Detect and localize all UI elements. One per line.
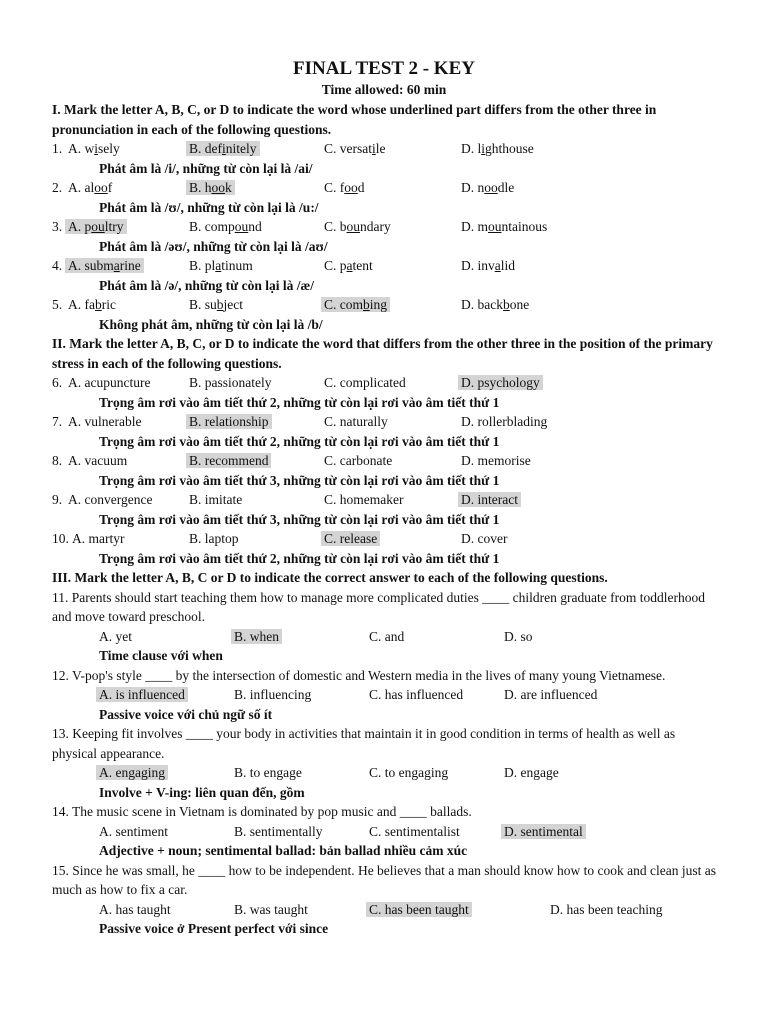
- explanation: Passive voice với chủ ngữ số ít: [99, 706, 273, 722]
- option-text: A. yet: [99, 628, 132, 644]
- underlined-part: oo: [94, 180, 108, 195]
- option-text: C. complicated: [324, 375, 406, 390]
- option-text: D. rollerblading: [461, 414, 548, 429]
- option-text: C. to engaging: [369, 765, 449, 780]
- option-text: D. lighthouse: [461, 141, 534, 156]
- section-3: [52, 568, 716, 939]
- answer-option: [68, 295, 116, 315]
- option-text: A. sentiment: [99, 823, 168, 839]
- underlined-part: ou: [488, 219, 502, 234]
- explanation: Không phát âm, những từ còn lại là /b/: [99, 316, 323, 332]
- option-text: A. acupuncture: [68, 375, 151, 390]
- answer-option: [99, 900, 171, 920]
- question-row: [52, 178, 716, 198]
- option-text: D. engage: [504, 765, 559, 780]
- explanation: Phát âm là /ʊ/, những từ còn lại là /u:/: [99, 199, 319, 215]
- answer-option: [369, 763, 448, 783]
- question-number: 5.: [52, 297, 63, 312]
- answer-option: [504, 627, 533, 647]
- question-number: 6.: [52, 375, 63, 390]
- option-text: A. fabric: [68, 297, 116, 312]
- answer-option: [68, 490, 152, 510]
- answer-option: [324, 139, 386, 159]
- correct-answer: C. release: [321, 531, 380, 546]
- question-number: 2.: [52, 180, 63, 195]
- answer-option: [369, 900, 472, 920]
- question-number: 8.: [52, 453, 63, 468]
- question-row: [52, 217, 716, 237]
- options-row: [52, 763, 716, 783]
- option-text: D. so: [504, 628, 533, 644]
- option-text: A. vulnerable: [68, 414, 142, 429]
- answer-option: [234, 900, 308, 920]
- explanation: Trọng âm rơi vào âm tiết thứ 3, những từ còn lại rơi vào âm tiết thứ 1: [99, 511, 500, 527]
- correct-answer: D. interact: [458, 492, 521, 507]
- option-text: A. martyr: [72, 531, 125, 546]
- answer-option: [504, 685, 597, 705]
- correct-answer: B. recommend: [186, 453, 271, 468]
- answer-option: [68, 256, 144, 276]
- answer-option: [189, 529, 239, 549]
- correct-answer: C. has been taught: [366, 902, 472, 917]
- explanation: Passive voice ở Present perfect với since: [99, 921, 329, 936]
- question-row: [52, 139, 716, 159]
- answer-option: [504, 822, 586, 842]
- section-heading: II. Mark the letter A, B, C, or D to indicate the word that differs from the other three in the position of the primary stress in each of the following questions.: [52, 336, 713, 371]
- option-text: B. sentimentally: [234, 823, 323, 839]
- options-row: [52, 822, 716, 842]
- underlined-part: ou: [91, 219, 105, 234]
- question-row: [52, 373, 716, 393]
- option-text: C. sentimentalist: [369, 823, 460, 839]
- option-text: A. wisely: [68, 141, 120, 156]
- answer-option: [99, 822, 168, 842]
- underlined-part: oo: [484, 180, 498, 195]
- answer-option: [189, 217, 262, 237]
- underlined-part: b: [95, 297, 102, 312]
- option-text: C. patent: [324, 258, 373, 273]
- option-text: D. noodle: [461, 180, 515, 195]
- option-text: C. boundary: [324, 219, 391, 234]
- question-number: 7.: [52, 414, 63, 429]
- option-text: A. aloof: [68, 180, 113, 195]
- answer-option: [99, 763, 168, 783]
- underlined-part: b: [216, 297, 224, 312]
- option-text: C. and: [369, 628, 405, 644]
- answer-option: [461, 490, 521, 510]
- correct-answer: D. psychology: [458, 375, 543, 390]
- question-row: [52, 256, 716, 276]
- answer-option: [99, 627, 132, 647]
- explanation: Phát âm là /əʊ/, những từ còn lại là /aʊ/: [99, 238, 328, 254]
- underlined-part: i: [222, 141, 226, 156]
- answer-option: [369, 627, 404, 647]
- explanation: Phát âm là /ə/, những từ còn lại là /æ/: [99, 277, 314, 293]
- answer-option: [324, 217, 391, 237]
- option-text: D. memorise: [461, 453, 531, 468]
- option-text: C. has influenced: [369, 687, 464, 702]
- answer-option: [189, 256, 253, 276]
- option-text: D. cover: [461, 531, 508, 546]
- answer-option: [461, 451, 531, 471]
- question-row: [52, 490, 716, 510]
- answer-option: [504, 763, 559, 783]
- answer-option: [189, 178, 235, 198]
- option-text: C. food: [324, 180, 365, 195]
- correct-answer: B. when: [231, 629, 282, 644]
- answer-option: [68, 451, 127, 471]
- underlined-part: i: [372, 141, 376, 156]
- answer-option: [324, 256, 373, 276]
- answer-option: [68, 217, 127, 237]
- answer-option: [461, 178, 514, 198]
- question-number: 1.: [52, 141, 63, 156]
- answer-option: [68, 139, 120, 159]
- question-row: [52, 295, 716, 315]
- answer-option: [369, 685, 463, 705]
- question-number: 9.: [52, 492, 63, 507]
- answer-option: [189, 295, 243, 315]
- underlined-part: oo: [211, 180, 226, 195]
- explanation: Adjective + noun; sentimental ballad: bản ballad nhiều cảm xúc: [99, 843, 468, 858]
- explanation: Involve + V-ing: liên quan đến, gồm: [99, 784, 305, 800]
- page-title: FINAL TEST 2 - KEY: [293, 58, 475, 79]
- correct-answer: B. hook: [186, 180, 235, 195]
- option-text: B. to engage: [234, 765, 302, 780]
- option-text: B. imitate: [189, 492, 243, 507]
- answer-option: [189, 373, 272, 393]
- answer-option: [324, 529, 380, 549]
- option-text: B. laptop: [189, 531, 239, 546]
- option-text: D. has been teaching: [550, 901, 663, 917]
- underlined-part: a: [494, 258, 501, 273]
- answer-option: [324, 451, 392, 471]
- answer-option: [234, 685, 311, 705]
- underlined-part: ou: [234, 219, 249, 234]
- option-text: D. mountainous: [461, 219, 548, 234]
- answer-option: [234, 627, 282, 647]
- question-text: 11. Parents should start teaching them how to manage more complicated duties ____ children graduate from toddlerhood and move toward preschool.: [52, 589, 705, 624]
- options-row: [52, 900, 716, 920]
- option-text: A. convergence: [68, 492, 153, 507]
- option-text: B. was taught: [234, 901, 308, 917]
- answer-option: [461, 412, 547, 432]
- underlined-part: b: [502, 297, 510, 312]
- underlined-part: i: [94, 141, 99, 156]
- underlined-part: i: [481, 141, 486, 156]
- option-text: B. platinum: [189, 258, 253, 273]
- correct-answer: B. definitely: [186, 141, 260, 156]
- option-text: C. carbonate: [324, 453, 393, 468]
- underlined-part: oo: [344, 180, 358, 195]
- correct-answer: A. submarine: [65, 258, 144, 273]
- explanation: Time clause với when: [99, 648, 223, 663]
- question-row: [52, 451, 716, 471]
- answer-option: [369, 822, 460, 842]
- question-number: 4.: [52, 258, 63, 273]
- answer-option: [461, 256, 515, 276]
- question-row: [52, 412, 716, 432]
- option-text: B. passionately: [189, 375, 272, 390]
- option-text: B. compound: [189, 219, 262, 234]
- answer-option: [234, 763, 302, 783]
- options-row: [52, 627, 716, 647]
- explanation: Trọng âm rơi vào âm tiết thứ 2, những từ còn lại rơi vào âm tiết thứ 1: [99, 394, 500, 410]
- underlined-part: a: [113, 258, 120, 273]
- explanation: Trọng âm rơi vào âm tiết thứ 3, những từ còn lại rơi vào âm tiết thứ 1: [99, 472, 500, 488]
- explanation: Trọng âm rơi vào âm tiết thứ 2, những từ còn lại rơi vào âm tiết thứ 1: [99, 433, 500, 449]
- answer-option: [461, 295, 529, 315]
- option-text: C. versatile: [324, 141, 386, 156]
- question-text: 12. V-pop's style ____ by the intersection of domestic and Western media in the lives of many young Vietnamese.: [52, 667, 666, 683]
- answer-option: [461, 217, 547, 237]
- answer-option: [68, 373, 150, 393]
- answer-option: [189, 139, 260, 159]
- explanation: Phát âm là /i/, những từ còn lại là /ai/: [99, 160, 313, 176]
- question-text: 13. Keeping fit involves ____ your body in activities that maintain it in good condition in terms of health as well as physical appearance.: [52, 726, 676, 761]
- answer-option: [461, 373, 543, 393]
- question-row: [52, 529, 716, 549]
- answer-option: [324, 412, 388, 432]
- answer-option: [189, 451, 271, 471]
- answer-option: [324, 295, 390, 315]
- answer-option: [461, 139, 534, 159]
- option-text: B. influencing: [234, 687, 312, 702]
- option-text: D. are influenced: [504, 687, 598, 702]
- correct-answer: C. combing: [321, 297, 390, 312]
- time-allowed: Time allowed: 60 min: [321, 82, 447, 97]
- question-text: 14. The music scene in Vietnam is dominated by pop music and ____ ballads.: [52, 804, 472, 819]
- answer-option: [234, 822, 323, 842]
- answer-option: [189, 490, 242, 510]
- answer-option: [324, 373, 406, 393]
- explanation: Trọng âm rơi vào âm tiết thứ 2, những từ còn lại rơi vào âm tiết thứ 1: [99, 550, 500, 566]
- option-text: A. has taught: [99, 901, 171, 917]
- options-row: [52, 685, 716, 705]
- option-text: D. backbone: [461, 297, 530, 312]
- answer-option: [324, 490, 403, 510]
- option-text: B. subject: [189, 297, 244, 312]
- answer-option: [99, 685, 188, 705]
- option-text: C. naturally: [324, 414, 388, 429]
- underlined-part: a: [215, 258, 222, 273]
- answer-option: [72, 529, 124, 549]
- answer-option: [461, 529, 507, 549]
- question-number: 10.: [52, 531, 69, 546]
- answer-option: [324, 178, 365, 198]
- underlined-part: a: [346, 258, 353, 273]
- section-heading: I. Mark the letter A, B, C, or D to indicate the word whose underlined part differs from the other three in pronunciation in each of the following questions.: [52, 102, 657, 137]
- option-text: C. homemaker: [324, 492, 404, 507]
- correct-answer: A. engaging: [96, 765, 168, 780]
- answer-option: [68, 178, 112, 198]
- underlined-part: b: [363, 297, 370, 312]
- option-text: A. vacuum: [68, 453, 128, 468]
- question-text: 15. Since he was small, he ____ how to be independent. He believes that a man should know how to cook and clean just as much as how to fix a car.: [52, 862, 716, 897]
- option-text: D. invalid: [461, 258, 516, 273]
- sections-1-2: [52, 100, 716, 568]
- answer-option: [189, 412, 272, 432]
- section-heading: III. Mark the letter A, B, C or D to indicate the correct answer to each of the following questions.: [52, 570, 608, 585]
- answer-option: [550, 900, 662, 920]
- correct-answer: A. poultry: [65, 219, 127, 234]
- correct-answer: B. relationship: [186, 414, 272, 429]
- answer-option: [68, 412, 141, 432]
- question-number: 3.: [52, 219, 63, 234]
- correct-answer: D. sentimental: [501, 824, 586, 839]
- correct-answer: A. is influenced: [96, 687, 188, 702]
- underlined-part: ou: [346, 219, 361, 234]
